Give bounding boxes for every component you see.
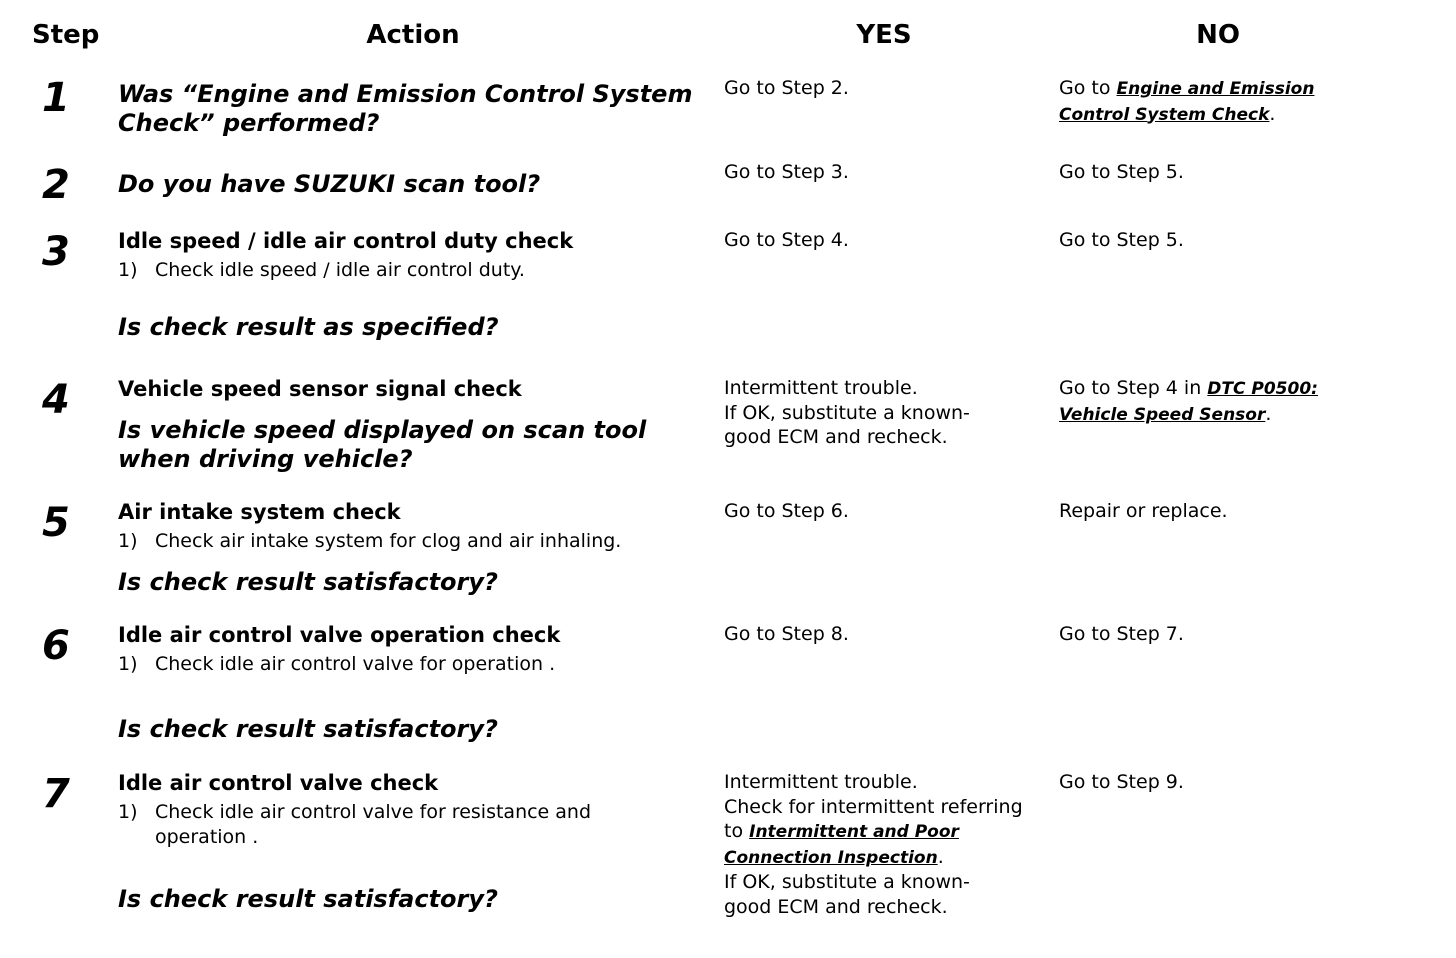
instruction-number: 1) xyxy=(118,259,138,281)
question: Do you have SUZUKI scan tool? xyxy=(118,170,541,198)
instruction-number: 1) xyxy=(118,530,138,552)
yes-line xyxy=(724,795,1024,871)
yes-cell: Go to Step 3. xyxy=(724,161,849,183)
yes-suffix: . xyxy=(937,845,944,868)
reference-link[interactable]: Engine and Emission Control System Check xyxy=(1059,79,1315,125)
question: Is check result as specified? xyxy=(118,312,499,341)
check-title: Air intake system check xyxy=(118,500,401,524)
yes-cell xyxy=(724,376,1044,450)
reference-link[interactable]: Intermittent and Poor Connection Inspection xyxy=(724,822,959,868)
action-cell xyxy=(118,622,710,744)
question: Was “Engine and Emission Control System Check” performed? xyxy=(118,80,693,137)
question: Is check result satisfactory? xyxy=(118,885,498,913)
no-cell xyxy=(1059,76,1389,127)
check-title: Idle air control valve check xyxy=(118,771,439,795)
question: Is check result satisfactory? xyxy=(118,714,498,743)
check-title: Idle air control valve operation check xyxy=(118,623,561,647)
action-cell xyxy=(118,80,710,138)
instruction-number: 1) xyxy=(118,801,138,823)
instruction-text: Check idle air control valve for operation . xyxy=(155,653,556,675)
action-cell xyxy=(118,170,710,199)
step-number: 2 xyxy=(42,162,70,208)
no-cell: Go to Step 5. xyxy=(1059,229,1184,251)
instruction xyxy=(118,652,710,677)
yes-cell: Go to Step 2. xyxy=(724,77,849,99)
step-number: 4 xyxy=(42,377,70,423)
yes-text: Check for intermittent referring to xyxy=(724,795,1023,842)
instruction-text: Check idle air control valve for resistance and operation . xyxy=(155,801,592,848)
yes-line: If OK, substitute a known-good ECM and recheck. xyxy=(724,871,970,918)
instruction xyxy=(118,258,710,283)
header-no: NO xyxy=(1196,20,1240,50)
header-step: Step xyxy=(32,20,100,50)
step-number: 6 xyxy=(42,623,70,669)
header-yes: YES xyxy=(856,20,912,50)
no-text: Go to Step 4 in xyxy=(1059,377,1208,399)
yes-cell: Go to Step 4. xyxy=(724,229,849,251)
instruction xyxy=(118,529,710,554)
no-text: Go to xyxy=(1059,77,1117,99)
yes-line: Intermittent trouble. xyxy=(724,377,918,399)
action-cell xyxy=(118,499,710,597)
no-cell: Go to Step 5. xyxy=(1059,161,1184,183)
step-number: 3 xyxy=(42,229,70,275)
instruction-number: 1) xyxy=(118,653,138,675)
step-number: 7 xyxy=(42,771,70,817)
no-cell: Go to Step 7. xyxy=(1059,623,1184,645)
reference-link[interactable]: DTC P0500: Vehicle Speed Sensor xyxy=(1059,379,1318,425)
action-cell xyxy=(118,228,710,342)
no-cell: Repair or replace. xyxy=(1059,500,1228,522)
no-cell xyxy=(1059,376,1389,427)
no-cell: Go to Step 9. xyxy=(1059,771,1184,793)
header-action: Action xyxy=(366,20,460,50)
yes-cell: Go to Step 6. xyxy=(724,500,849,522)
yes-cell: Go to Step 8. xyxy=(724,623,849,645)
question: Is check result satisfactory? xyxy=(118,567,498,596)
check-title: Idle speed / idle air control duty check xyxy=(118,229,574,253)
no-suffix: . xyxy=(1265,402,1272,425)
instruction xyxy=(118,800,638,849)
action-cell xyxy=(118,376,710,474)
check-title: Vehicle speed sensor signal check xyxy=(118,377,522,401)
yes-cell xyxy=(724,770,1044,919)
yes-line: Intermittent trouble. xyxy=(724,771,918,793)
yes-line: If OK, substitute a known-good ECM and recheck. xyxy=(724,401,970,448)
instruction-text: Check idle speed / idle air control duty. xyxy=(155,259,525,281)
step-number: 5 xyxy=(42,500,70,546)
question: Is vehicle speed displayed on scan tool when driving vehicle? xyxy=(118,416,647,473)
step-number: 1 xyxy=(42,75,70,121)
action-cell xyxy=(118,770,710,914)
instruction-text: Check air intake system for clog and air inhaling. xyxy=(155,530,622,552)
no-suffix: . xyxy=(1269,102,1276,125)
